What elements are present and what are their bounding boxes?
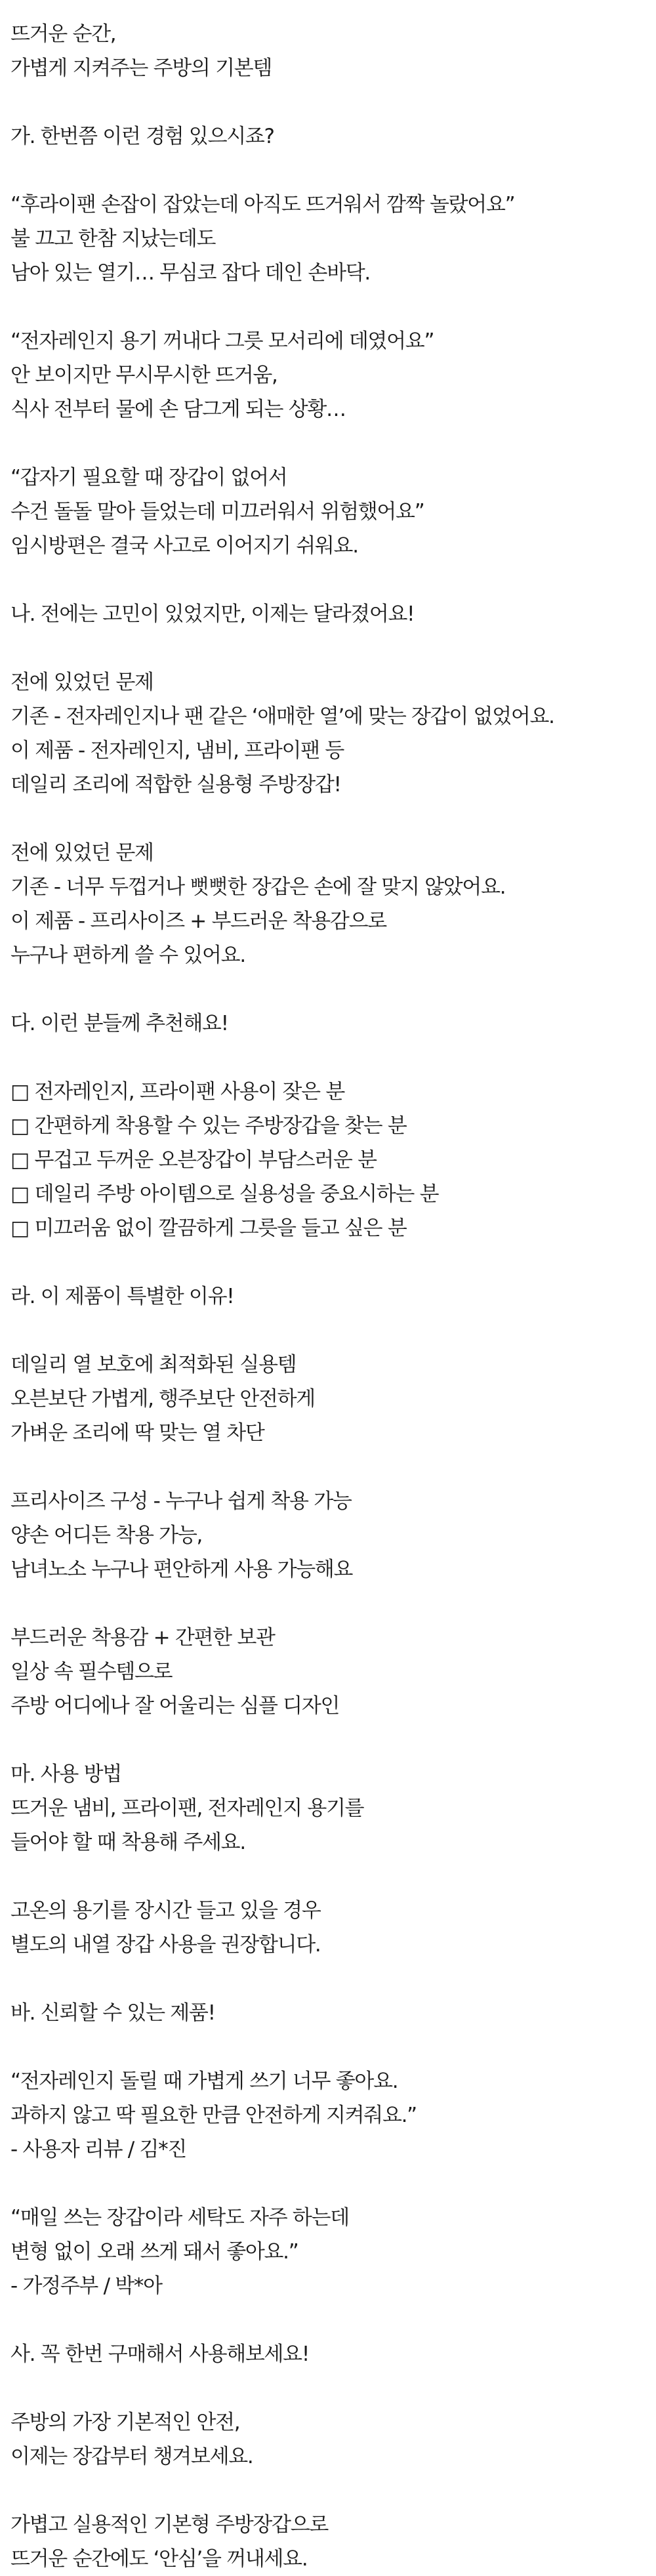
text-line: 바. 신뢰할 수 있는 제품! [10, 2001, 215, 2025]
text-line: 임시방편은 결국 사고로 이어지기 쉬워요. [10, 534, 358, 558]
text-line: 라. 이 제품이 특별한 이유! [10, 1285, 234, 1308]
text-paragraph [10, 2508, 656, 2576]
text-paragraph [10, 2064, 656, 2167]
text-line: - 사용자 리뷰 / 김*진 [10, 2138, 186, 2161]
text-line: 다. 이런 분들께 추천해요! [10, 1012, 228, 1035]
text-line: 마. 사용 방법 [10, 1762, 121, 1786]
text-line: 데일리 열 보호에 최적화된 실용템 [10, 1353, 297, 1377]
text-line: 사. 꼭 한번 구매해서 사용해보세요! [10, 2342, 309, 2366]
text-line: 나. 전에는 고민이 있었지만, 이제는 달라졌어요! [10, 602, 415, 626]
text-line: 전에 있었던 문제 [10, 841, 154, 865]
text-line: 이제는 장갑부터 챙겨보세요. [10, 2445, 253, 2468]
text-line: 전에 있었던 문제 [10, 671, 154, 694]
text-paragraph [10, 119, 656, 154]
text-paragraph [10, 1348, 656, 1450]
text-line: 별도의 내열 장갑 사용을 권장합니다. [10, 1933, 321, 1957]
text-line: 프리사이즈 구성 - 누구나 쉽게 착용 가능 [10, 1489, 352, 1513]
text-line: 이 제품 - 전자레인지, 냄비, 프라이팬 등 [10, 739, 344, 762]
text-line: “전자레인지 돌릴 때 가볍게 쓰기 너무 좋아요. [10, 2069, 398, 2093]
text-line: 기존 - 너무 두껍거나 뻣뻣한 장갑은 손에 잘 맞지 않았어요. [10, 875, 506, 899]
text-line: 뜨거운 순간, [10, 22, 116, 46]
text-line: 고온의 용기를 장시간 들고 있을 경우 [10, 1899, 321, 1922]
text-line: - 가정주부 / 박*아 [10, 2274, 162, 2298]
text-line: 뜨거운 냄비, 프라이팬, 전자레인지 용기를 [10, 1797, 364, 1820]
text-line: 주방 어디에나 잘 어울리는 심플 디자인 [10, 1694, 340, 1718]
text-paragraph [10, 1894, 656, 1962]
text-line: 일상 속 필수템으로 [10, 1660, 173, 1684]
text-paragraph [10, 1757, 656, 1859]
text-line: 부드러운 착용감 + 간편한 보관 [10, 1626, 275, 1650]
text-paragraph [10, 1996, 656, 2030]
text-line: 불 끄고 한참 지났는데도 [10, 227, 216, 251]
text-line: 수건 돌돌 말아 들었는데 미끄러워서 위험했어요” [10, 500, 424, 524]
text-line: 누구나 편하게 쓸 수 있어요. [10, 944, 245, 967]
text-line: □ 데일리 주방 아이템으로 실용성을 중요시하는 분 [10, 1182, 439, 1206]
text-line: 가볍게 지켜주는 주방의 기본템 [10, 56, 272, 80]
text-line: 남녀노소 누구나 편안하게 사용 가능해요 [10, 1558, 353, 1581]
text-line: □ 무겁고 두꺼운 오븐장갑이 부담스러운 분 [10, 1148, 377, 1172]
text-paragraph [10, 1279, 656, 1314]
text-paragraph [10, 1075, 656, 1245]
text-line: 주방의 가장 기본적인 안전, [10, 2411, 240, 2434]
text-line: 남아 있는 열기… 무심코 잡다 데인 손바닥. [10, 261, 370, 285]
text-line: “전자레인지 용기 꺼내다 그릇 모서리에 데였어요” [10, 329, 434, 353]
text-line: “매일 쓰는 장갑이라 세탁도 자주 하는데 [10, 2206, 349, 2230]
text-paragraph [10, 1621, 656, 1723]
text-line: 데일리 조리에 적합한 실용형 주방장갑! [10, 773, 341, 797]
text-line: □ 전자레인지, 프라이팬 사용이 잦은 분 [10, 1080, 345, 1104]
text-paragraph [10, 1007, 656, 1041]
text-line: 가볍고 실용적인 기본형 주방장갑으로 [10, 2513, 328, 2537]
text-line: 식사 전부터 물에 손 담그게 되는 상황… [10, 398, 346, 421]
text-line: 과하지 않고 딱 필요한 만큼 안전하게 지켜줘요.” [10, 2104, 417, 2127]
text-paragraph [10, 2405, 656, 2474]
text-paragraph [10, 1484, 656, 1587]
text-line: 가. 한번쯤 이런 경험 있으시죠? [10, 125, 274, 148]
text-paragraph [10, 2337, 656, 2371]
text-line: 들어야 할 때 착용해 주세요. [10, 1831, 245, 1854]
text-paragraph [10, 665, 656, 802]
text-line: 오븐보단 가볍게, 행주보단 안전하게 [10, 1387, 315, 1411]
text-paragraph [10, 597, 656, 631]
text-line: 안 보이지만 무시무시한 뜨거움, [10, 364, 277, 387]
text-line: “갑자기 필요할 때 장갑이 없어서 [10, 466, 287, 489]
text-line: 변형 없이 오래 쓰게 돼서 좋아요.” [10, 2240, 298, 2264]
text-line: □ 간편하게 착용할 수 있는 주방장갑을 찾는 분 [10, 1114, 407, 1138]
text-line: 양손 어디든 착용 가능, [10, 1524, 203, 1547]
text-paragraph [10, 188, 656, 290]
text-line: “후라이팬 손잡이 잡았는데 아직도 뜨거워서 깜짝 놀랐어요” [10, 193, 515, 217]
text-paragraph [10, 324, 656, 426]
text-paragraph [10, 17, 656, 85]
text-line: □ 미끄러움 없이 깔끔하게 그릇을 들고 싶은 분 [10, 1216, 407, 1240]
text-line: 이 제품 - 프리사이즈 + 부드러운 착용감으로 [10, 909, 386, 933]
text-paragraph [10, 2201, 656, 2303]
text-line: 가벼운 조리에 딱 맞는 열 차단 [10, 1421, 264, 1445]
text-paragraph [10, 461, 656, 563]
text-paragraph [10, 836, 656, 972]
text-line: 기존 - 전자레인지나 팬 같은 ‘애매한 열’에 맞는 장갑이 없었어요. [10, 705, 554, 728]
text-line: 뜨거운 순간에도 ‘안심’을 꺼내세요. [10, 2547, 308, 2571]
